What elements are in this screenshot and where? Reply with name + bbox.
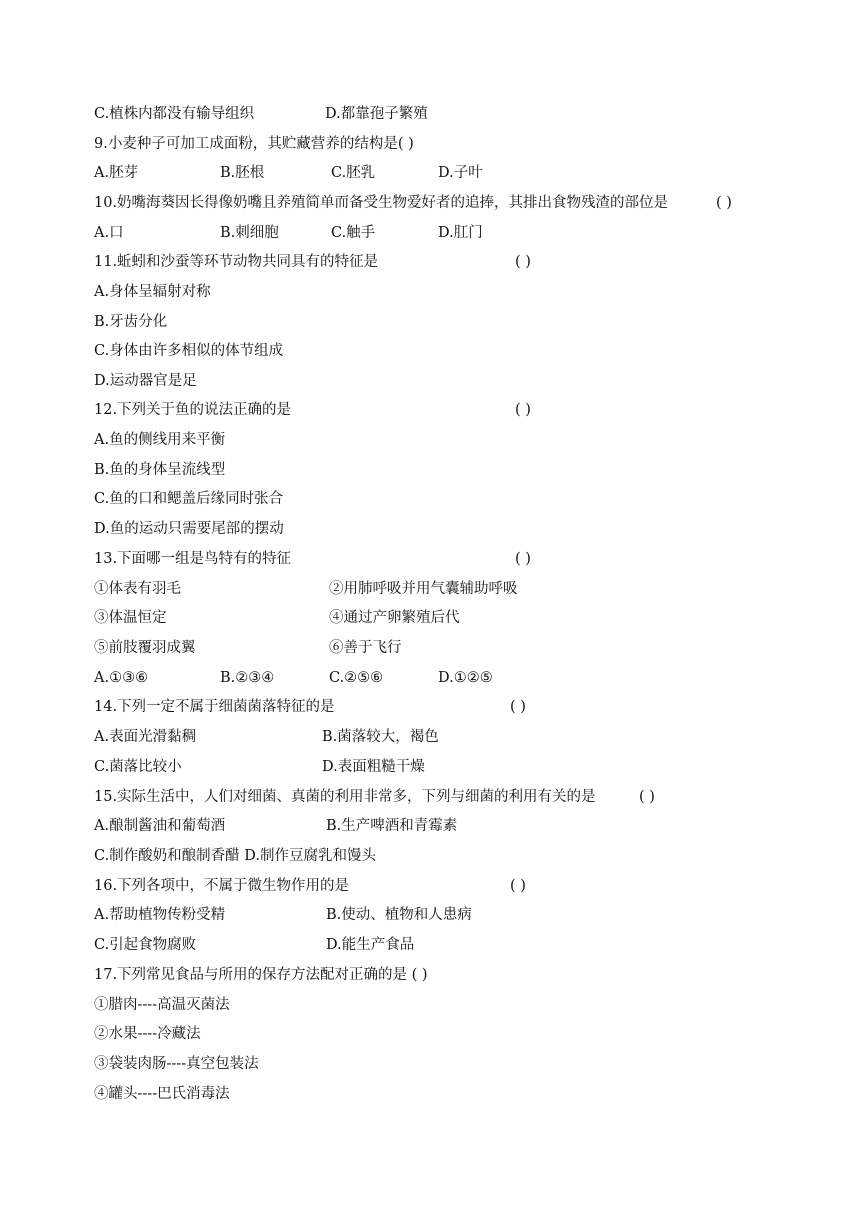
question-text: 17.下列常见食品与所用的保存方法配对正确的是 ( ) [94, 967, 428, 983]
answer-blank: ( ) [510, 878, 526, 894]
question-text: 9.小麦种子可加工成面粉，其贮藏营养的结构是( ) [94, 136, 414, 152]
question-text: 15.实际生活中，人们对细菌、真菌的利用非常多，下列与细菌的利用有关的是 [94, 789, 596, 805]
option-text: D.运动器官是足 [94, 373, 197, 389]
q15-option-a: A.酿制酱油和葡萄酒 [94, 818, 226, 834]
q14-option-a: A.表面光滑黏稠 [94, 729, 197, 745]
answer-blank: ( ) [716, 195, 732, 211]
question-text: 16.下列各项中，不属于微生物作用的是 [94, 878, 350, 894]
q13-option-b: B.②③④ [220, 670, 275, 686]
q8-option-c: C.植株内都没有输导组织 [94, 106, 255, 122]
answer-blank: ( ) [515, 402, 531, 418]
list-item: ③体温恒定 [94, 610, 167, 626]
q9-option-c: C.胚乳 [331, 165, 376, 181]
q13-option-c: C.②⑤⑥ [329, 670, 384, 686]
option-text: D.鱼的运动只需要尾部的摆动 [94, 521, 284, 537]
question-text: 14.下列一定不属于细菌菌落特征的是 [94, 699, 335, 715]
answer-blank: ( ) [515, 254, 531, 270]
option-text: B.鱼的身体呈流线型 [94, 462, 226, 478]
answer-blank: ( ) [510, 699, 526, 715]
list-item: ④罐头----巴氏消毒法 [94, 1086, 230, 1102]
list-item: ⑤前肢覆羽成翼 [94, 640, 196, 656]
option-text: A.鱼的侧线用来平衡 [94, 432, 226, 448]
list-item: ④通过产卵繁殖后代 [329, 610, 460, 626]
q13-option-a: A.①③⑥ [94, 670, 149, 686]
q14-option-d: D.表面粗糙干燥 [322, 759, 425, 775]
q15-options-text: C.制作酸奶和酿制香醋 D.制作豆腐乳和馒头 [94, 848, 377, 864]
list-item: ①腊肉----高温灭菌法 [94, 997, 230, 1013]
q13-option-d: D.①②⑤ [438, 670, 493, 686]
list-item: ③袋装肉肠----真空包装法 [94, 1056, 259, 1072]
q14-option-c: C.菌落比较小 [94, 759, 182, 775]
question-text: 12.下列关于鱼的说法正确的是 [94, 402, 292, 418]
list-item: ②水果----冷藏法 [94, 1026, 201, 1042]
q15-option-b: B.生产啤酒和青霉素 [326, 818, 458, 834]
q16-option-a: A.帮助植物传粉受精 [94, 907, 226, 923]
option-text: C.身体由许多相似的体节组成 [94, 343, 284, 359]
q8-option-d: D.都靠孢子繁殖 [325, 106, 428, 122]
q9-option-b: B.胚根 [220, 165, 265, 181]
q10-option-d: D.肛门 [438, 225, 483, 241]
q9-option-d: D.子叶 [438, 165, 483, 181]
q9-option-a: A.胚芽 [94, 165, 139, 181]
option-text: A.身体呈辐射对称 [94, 284, 211, 300]
list-item: ②用肺呼吸并用气囊辅助呼吸 [329, 581, 518, 597]
question-text: 10.奶嘴海葵因长得像奶嘴且养殖简单而备受生物爱好者的追捧，其排出食物残渣的部位是 [94, 195, 669, 211]
option-text: B.牙齿分化 [94, 314, 168, 330]
list-item: ①体表有羽毛 [94, 581, 181, 597]
q10-option-b: B.刺细胞 [220, 225, 279, 241]
q14-option-b: B.菌落较大，褐色 [322, 729, 439, 745]
list-item: ⑥善于飞行 [329, 640, 402, 656]
q10-option-a: A.口 [94, 225, 124, 241]
q16-option-b: B.使动、植物和人患病 [326, 907, 472, 923]
option-text: C.鱼的口和鳃盖后缘同时张合 [94, 491, 284, 507]
answer-blank: ( ) [639, 789, 655, 805]
answer-blank: ( ) [515, 551, 531, 567]
question-text: 11.蚯蚓和沙蚕等环节动物共同具有的特征是 [94, 254, 379, 270]
q10-option-c: C.触手 [331, 225, 376, 241]
q16-option-d: D.能生产食品 [326, 937, 415, 953]
q16-option-c: C.引起食物腐败 [94, 937, 197, 953]
question-text: 13.下面哪一组是鸟特有的特征 [94, 551, 292, 567]
